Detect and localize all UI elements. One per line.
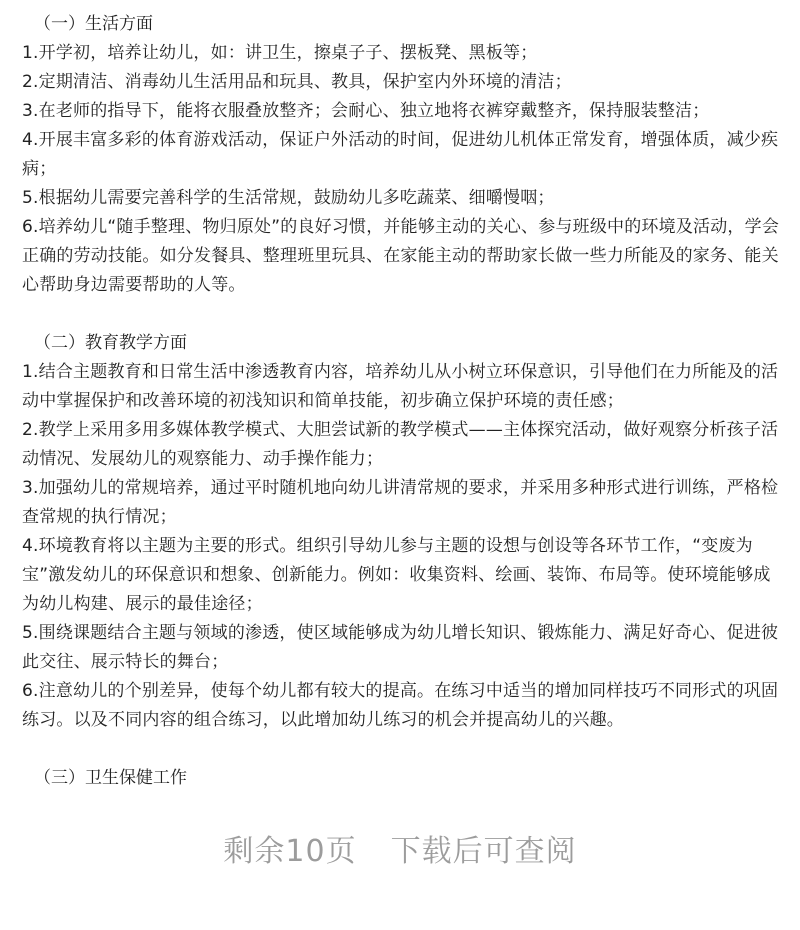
teaching-item-3: 3.加强幼儿的常规培养，通过平时随机地向幼儿讲清常规的要求，并采用多种形式进行训练，严格检查常规的执行情况； [22, 478, 779, 527]
teaching-item-4: 4.环境教育将以主题为主要的形式。组织引导幼儿参与主题的设想与创设等各环节工作，“变废为宝”激发幼儿的环保意识和想象、创新能力。例如：收集资料、绘画、装饰、布局等。使环境能够成为幼儿构建、展示的最佳途径； [22, 536, 771, 614]
teaching-item-6: 6.注意幼儿的个别差异，使每个幼儿都有较大的提高。在练习中适当的增加同样技巧不同形式的巩固练习。以及不同内容的组合练习，以此增加幼儿练习的机会并提高幼儿的兴趣。 [22, 681, 779, 730]
life-item-2: 2.定期清洁、消毒幼儿生活用品和玩具、教具，保护室内外环境的清洁； [22, 72, 572, 92]
teaching-item-5: 5.围绕课题结合主题与领域的渗透，使区域能够成为幼儿增长知识、锻炼能力、满足好奇心、促进彼此交往、展示特长的舞台； [22, 623, 779, 672]
document-body [22, 10, 784, 793]
section-title-health: （三）卫生保健工作 [34, 768, 187, 788]
life-item-6: 6.培养幼儿“随手整理、物归原处”的良好习惯，并能够主动的关心、参与班级中的环境及活动，学会正确的劳动技能。如分发餐具、整理班里玩具、在家能主动的帮助家长做一些力所能及的家务、能关心帮助身边需要帮助的人等。 [22, 217, 780, 295]
download-prompt[interactable] [0, 830, 800, 874]
life-item-1: 1.开学初，培养让幼儿，如：讲卫生，擦桌子子、摆板凳、黑板等； [22, 43, 538, 63]
teaching-item-2: 2.教学上采用多用多媒体教学模式、大胆尝试新的教学模式——主体探究活动，做好观察分析孩子活动情况、发展幼儿的观察能力、动手操作能力； [22, 420, 779, 469]
life-item-3: 3.在老师的指导下，能将衣服叠放整齐；会耐心、独立地将衣裤穿戴整齐，保持服装整洁； [22, 101, 710, 121]
remaining-pages-text: 剩余10页 [223, 834, 357, 869]
section-gap [22, 735, 784, 764]
download-to-view-text: 下载后可查阅 [390, 834, 577, 869]
teaching-item-1: 1.结合主题教育和日常生活中渗透教育内容，培养幼儿从小树立环保意识，引导他们在力所能及的活动中掌握保护和改善环境的初浅知识和简单技能，初步确立保护环境的责任感； [22, 362, 779, 411]
life-item-5: 5.根据幼儿需要完善科学的生活常规，鼓励幼儿多吃蔬菜、细嚼慢咽； [22, 188, 555, 208]
section-gap [22, 300, 784, 329]
section-title-life: （一）生活方面 [34, 14, 153, 34]
section-title-teaching: （二）教育教学方面 [34, 333, 187, 353]
life-item-4: 4.开展丰富多彩的体育游戏活动，保证户外活动的时间，促进幼儿机体正常发育，增强体质，减少疾病； [22, 130, 779, 179]
